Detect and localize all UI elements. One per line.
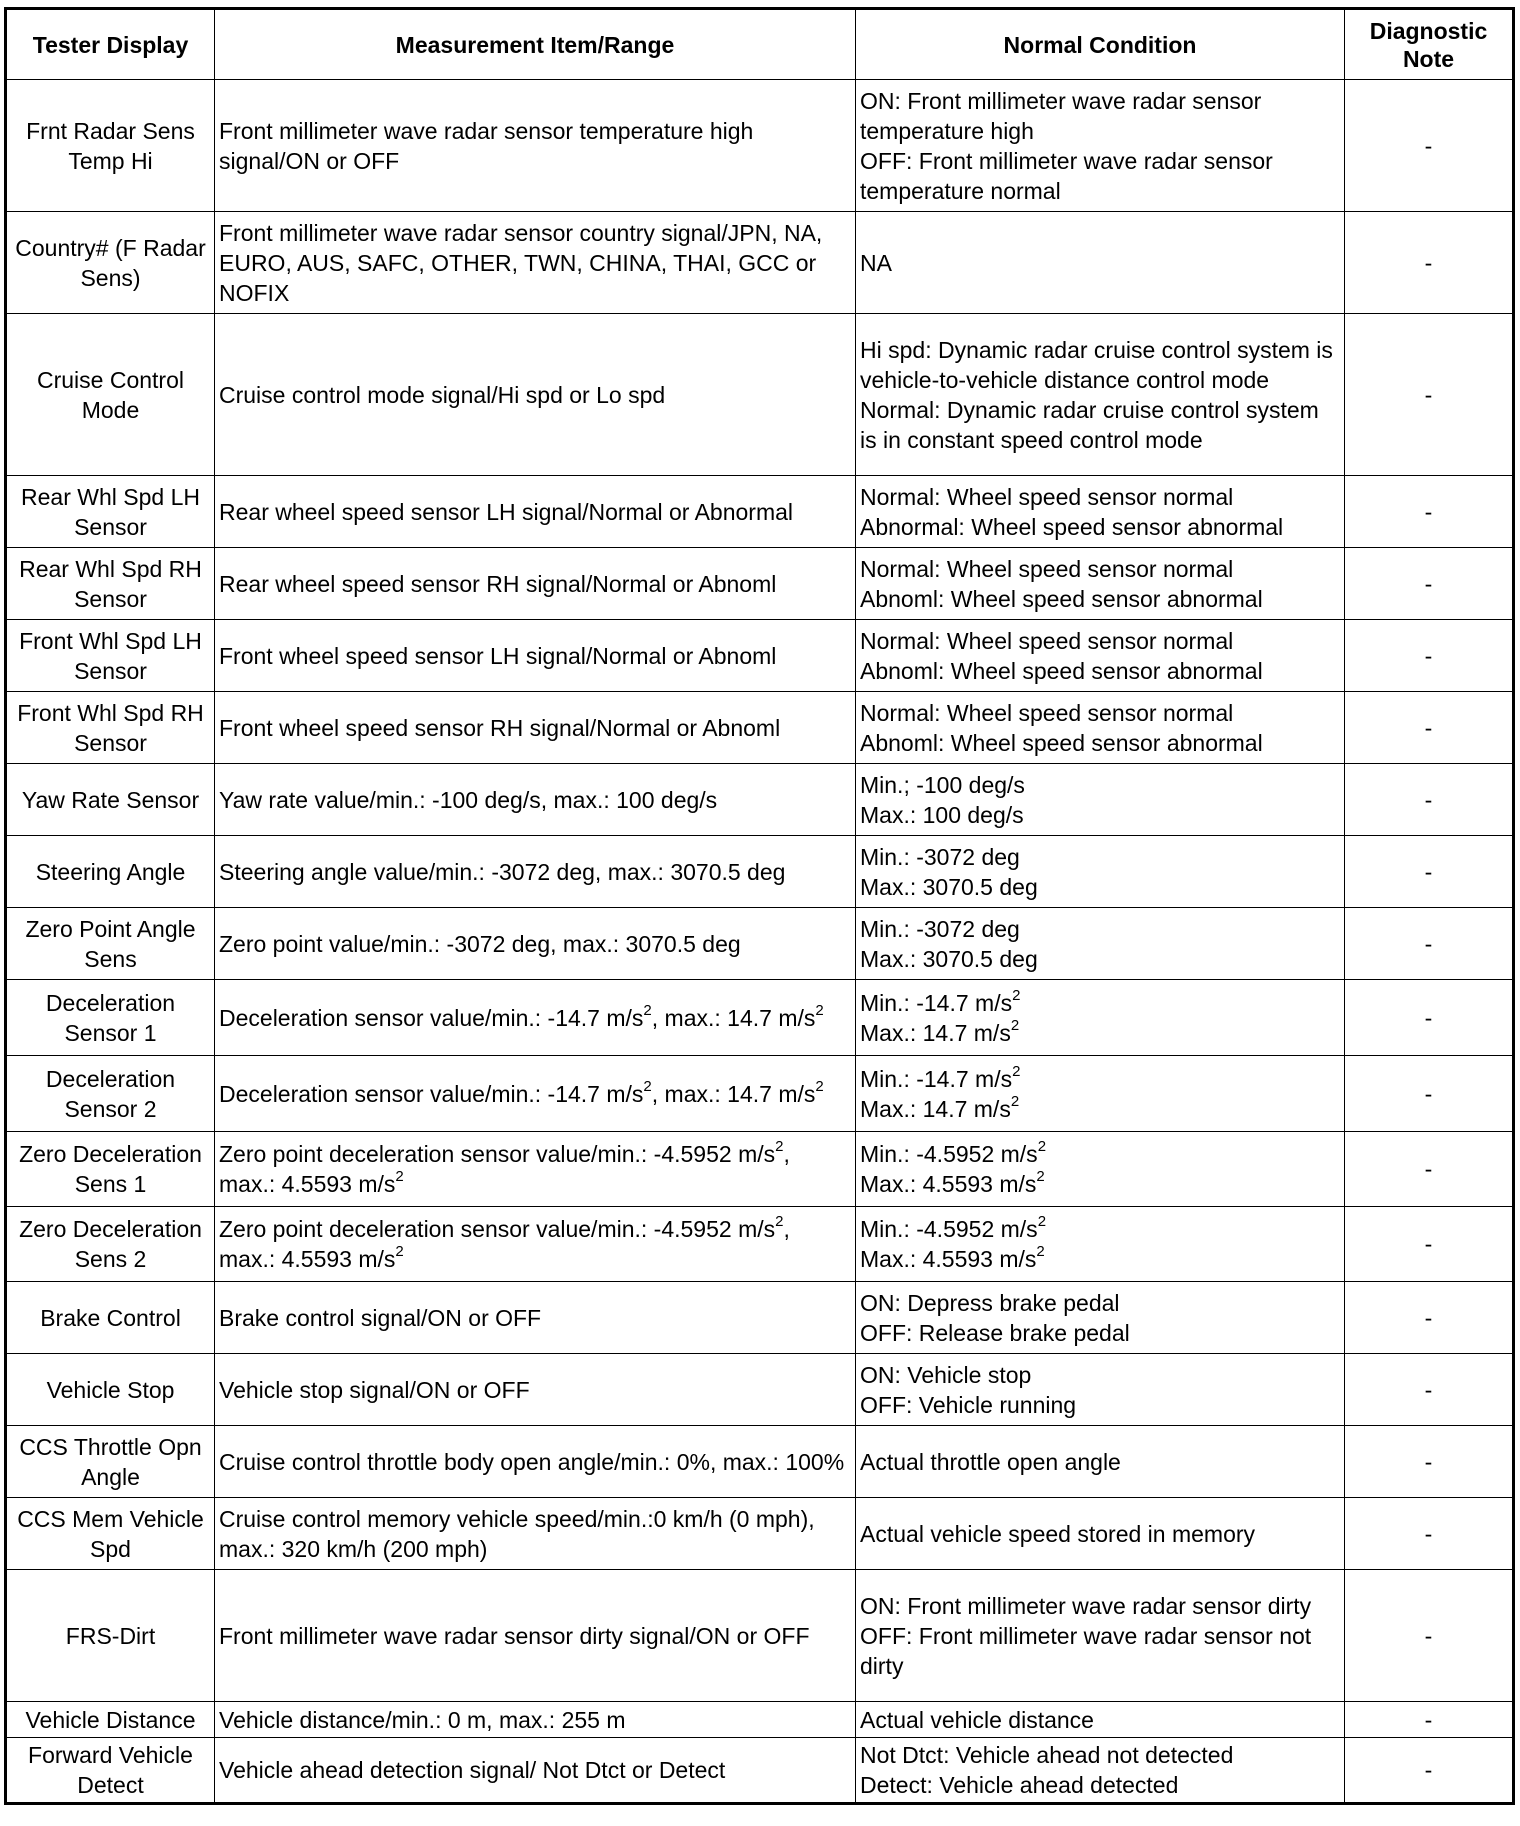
normal-condition-line: Max.: 14.7 $m/s^2$ xyxy=(860,1092,1020,1122)
tester-display-table xyxy=(4,7,1515,1805)
cell-measurement-item: Zero point value/min.: -3072 deg, max.: 3070.5 deg xyxy=(215,908,856,980)
table-row xyxy=(6,980,1514,1056)
normal-condition-line: Actual vehicle distance xyxy=(860,1706,1094,1733)
normal-condition-line: Actual throttle open angle xyxy=(860,1448,1121,1475)
table-row xyxy=(6,1570,1514,1702)
cell-tester-display: Rear Whl Spd RH Sensor xyxy=(6,548,215,620)
cell-normal-condition xyxy=(856,1354,1345,1426)
normal-condition-line: Abnormal: Wheel speed sensor abnormal xyxy=(860,513,1284,540)
cell-diagnostic-note: - xyxy=(1345,548,1514,620)
normal-condition-line: Actual vehicle speed stored in memory xyxy=(860,1520,1256,1547)
normal-condition-line: Normal: Wheel speed sensor normal xyxy=(860,555,1234,582)
cell-tester-display: Cruise Control Mode xyxy=(6,314,215,476)
table-row xyxy=(6,1498,1514,1570)
table-row xyxy=(6,764,1514,836)
normal-condition-line: Normal: Wheel speed sensor normal xyxy=(860,699,1234,726)
cell-tester-display: Steering Angle xyxy=(6,836,215,908)
cell-diagnostic-note: - xyxy=(1345,1738,1514,1804)
table-row xyxy=(6,1354,1514,1426)
cell-measurement-item: Steering angle value/min.: -3072 deg, max.: 3070.5 deg xyxy=(215,836,856,908)
cell-tester-display: Deceleration Sensor 1 xyxy=(6,980,215,1056)
cell-normal-condition xyxy=(856,314,1345,476)
cell-normal-condition xyxy=(856,1498,1345,1570)
cell-diagnostic-note: - xyxy=(1345,620,1514,692)
cell-normal-condition xyxy=(856,1426,1345,1498)
table-row xyxy=(6,80,1514,212)
normal-condition-line: Min.: -4.5952 $m/s^2$ xyxy=(860,1213,1047,1242)
normal-condition-line: Min.: -4.5952 $m/s^2$ xyxy=(860,1138,1047,1167)
normal-condition-line: NA xyxy=(860,249,892,276)
table-row xyxy=(6,314,1514,476)
cell-normal-condition xyxy=(856,1282,1345,1354)
cell-diagnostic-note: - xyxy=(1345,1132,1514,1207)
cell-diagnostic-note: - xyxy=(1345,1056,1514,1132)
cell-diagnostic-note: - xyxy=(1345,692,1514,764)
cell-diagnostic-note: - xyxy=(1345,80,1514,212)
cell-tester-display: Front Whl Spd LH Sensor xyxy=(6,620,215,692)
cell-measurement-item: Cruise control throttle body open angle/min.: 0%, max.: 100% xyxy=(215,1426,856,1498)
cell-normal-condition xyxy=(856,212,1345,314)
normal-condition-line: ON: Front millimeter wave radar sensor dirty xyxy=(860,1592,1312,1619)
normal-condition-line: ON: Vehicle stop xyxy=(860,1361,1032,1388)
cell-measurement-item: Deceleration sensor value/min.: -14.7 $m/s^2$, max.: 14.7 $m/s^2$ xyxy=(215,980,856,1056)
cell-diagnostic-note: - xyxy=(1345,764,1514,836)
cell-measurement-item: Cruise control memory vehicle speed/min.:0 km/h (0 mph), max.: 320 km/h (200 mph) xyxy=(215,1498,856,1570)
header-diagnostic-note: Diagnostic Note xyxy=(1345,9,1514,80)
cell-measurement-item: Front wheel speed sensor RH signal/Normal or Abnoml xyxy=(215,692,856,764)
cell-measurement-item: Cruise control mode signal/Hi spd or Lo spd xyxy=(215,314,856,476)
cell-measurement-item: Vehicle stop signal/ON or OFF xyxy=(215,1354,856,1426)
normal-condition-line: Min.: -3072 deg xyxy=(860,915,1020,942)
table-row xyxy=(6,1056,1514,1132)
normal-condition-line: Abnoml: Wheel speed sensor abnormal xyxy=(860,585,1263,612)
normal-condition-line: ON: Depress brake pedal xyxy=(860,1289,1120,1316)
cell-diagnostic-note: - xyxy=(1345,1498,1514,1570)
cell-measurement-item: Front millimeter wave radar sensor dirty signal/ON or OFF xyxy=(215,1570,856,1702)
normal-condition-line: Max.: 4.5593 $m/s^2$ xyxy=(860,1243,1045,1272)
cell-diagnostic-note: - xyxy=(1345,1207,1514,1282)
cell-diagnostic-note: - xyxy=(1345,476,1514,548)
cell-tester-display: Vehicle Distance xyxy=(6,1702,215,1738)
cell-diagnostic-note: - xyxy=(1345,212,1514,314)
cell-measurement-item: Vehicle distance/min.: 0 m, max.: 255 m xyxy=(215,1702,856,1738)
table-row xyxy=(6,620,1514,692)
cell-tester-display: CCS Mem Vehicle Spd xyxy=(6,1498,215,1570)
cell-normal-condition xyxy=(856,476,1345,548)
table-row xyxy=(6,908,1514,980)
cell-diagnostic-note: - xyxy=(1345,1426,1514,1498)
cell-measurement-item: Rear wheel speed sensor RH signal/Normal or Abnoml xyxy=(215,548,856,620)
cell-diagnostic-note: - xyxy=(1345,1702,1514,1738)
cell-normal-condition xyxy=(856,1132,1345,1207)
table-row xyxy=(6,692,1514,764)
cell-normal-condition xyxy=(856,1207,1345,1282)
cell-tester-display: CCS Throttle Opn Angle xyxy=(6,1426,215,1498)
cell-tester-display: Forward Vehicle Detect xyxy=(6,1738,215,1804)
cell-measurement-item: Front wheel speed sensor LH signal/Normal or Abnoml xyxy=(215,620,856,692)
cell-normal-condition xyxy=(856,548,1345,620)
normal-condition-line: OFF: Front millimeter wave radar sensor not dirty xyxy=(860,1622,1318,1679)
normal-condition-line: Min.; -100 deg/s xyxy=(860,771,1025,798)
table-row xyxy=(6,1207,1514,1282)
header-tester-display: Tester Display xyxy=(6,9,215,80)
cell-normal-condition xyxy=(856,1056,1345,1132)
cell-normal-condition xyxy=(856,764,1345,836)
cell-diagnostic-note: - xyxy=(1345,1282,1514,1354)
cell-normal-condition xyxy=(856,1702,1345,1738)
normal-condition-line: Normal: Wheel speed sensor normal xyxy=(860,483,1234,510)
cell-normal-condition xyxy=(856,620,1345,692)
normal-condition-line: Abnoml: Wheel speed sensor abnormal xyxy=(860,729,1263,756)
table-row xyxy=(6,1282,1514,1354)
cell-measurement-item: Vehicle ahead detection signal/ Not Dtct or Detect xyxy=(215,1738,856,1804)
cell-tester-display: Country# (F Radar Sens) xyxy=(6,212,215,314)
cell-measurement-item: Rear wheel speed sensor LH signal/Normal or Abnormal xyxy=(215,476,856,548)
cell-tester-display: Frnt Radar Sens Temp Hi xyxy=(6,80,215,212)
normal-condition-line: Max.: 3070.5 deg xyxy=(860,873,1038,900)
normal-condition-line: Hi spd: Dynamic radar cruise control system is vehicle-to-vehicle distance control mode xyxy=(860,336,1340,393)
cell-tester-display: Zero Deceleration Sens 1 xyxy=(6,1132,215,1207)
cell-normal-condition xyxy=(856,1738,1345,1804)
cell-diagnostic-note: - xyxy=(1345,836,1514,908)
cell-normal-condition xyxy=(856,908,1345,980)
cell-normal-condition xyxy=(856,836,1345,908)
cell-tester-display: Yaw Rate Sensor xyxy=(6,764,215,836)
cell-tester-display: Zero Deceleration Sens 2 xyxy=(6,1207,215,1282)
cell-measurement-item: Yaw rate value/min.: -100 deg/s, max.: 100 deg/s xyxy=(215,764,856,836)
cell-diagnostic-note: - xyxy=(1345,908,1514,980)
normal-condition-line: Max.: 100 deg/s xyxy=(860,801,1024,828)
cell-tester-display: Front Whl Spd RH Sensor xyxy=(6,692,215,764)
table-row xyxy=(6,836,1514,908)
normal-condition-line: Normal: Wheel speed sensor normal xyxy=(860,627,1234,654)
cell-diagnostic-note: - xyxy=(1345,980,1514,1056)
cell-tester-display: FRS-Dirt xyxy=(6,1570,215,1702)
table-row xyxy=(6,1426,1514,1498)
table-header-row xyxy=(6,9,1514,80)
cell-measurement-item: Deceleration sensor value/min.: -14.7 $m/s^2$, max.: 14.7 $m/s^2$ xyxy=(215,1056,856,1132)
normal-condition-line: Abnoml: Wheel speed sensor abnormal xyxy=(860,657,1263,684)
header-normal-condition: Normal Condition xyxy=(856,9,1345,80)
normal-condition-line: OFF: Front millimeter wave radar sensor temperature normal xyxy=(860,147,1280,204)
normal-condition-line: OFF: Vehicle running xyxy=(860,1391,1077,1418)
normal-condition-line: Not Dtct: Vehicle ahead not detected xyxy=(860,1742,1234,1768)
table-row xyxy=(6,1702,1514,1738)
normal-condition-line: OFF: Release brake pedal xyxy=(860,1319,1130,1346)
cell-tester-display: Deceleration Sensor 2 xyxy=(6,1056,215,1132)
normal-condition-line: Min.: -14.7 $m/s^2$ xyxy=(860,986,1021,1016)
header-measurement-item: Measurement Item/Range xyxy=(215,9,856,80)
normal-condition-line: Detect: Vehicle ahead detected xyxy=(860,1772,1179,1798)
cell-tester-display: Brake Control xyxy=(6,1282,215,1354)
cell-measurement-item: Front millimeter wave radar sensor temperature high signal/ON or OFF xyxy=(215,80,856,212)
cell-tester-display: Zero Point Angle Sens xyxy=(6,908,215,980)
table-row xyxy=(6,548,1514,620)
normal-condition-line: Min.: -3072 deg xyxy=(860,843,1020,870)
cell-tester-display: Rear Whl Spd LH Sensor xyxy=(6,476,215,548)
cell-measurement-item: Front millimeter wave radar sensor country signal/JPN, NA, EURO, AUS, SAFC, OTHER, TWN, CHINA, THAI, GCC or NOFIX xyxy=(215,212,856,314)
cell-diagnostic-note: - xyxy=(1345,1570,1514,1702)
normal-condition-line: Normal: Dynamic radar cruise control system is in constant speed control mode xyxy=(860,396,1326,453)
normal-condition-line: Min.: -14.7 $m/s^2$ xyxy=(860,1062,1021,1092)
cell-normal-condition xyxy=(856,692,1345,764)
cell-measurement-item: Zero point deceleration sensor value/min.: -4.5952 $m/s^2$, max.: 4.5593 $m/s^2$ xyxy=(215,1132,856,1207)
document-page xyxy=(4,7,1512,1805)
normal-condition-line: Max.: 14.7 $m/s^2$ xyxy=(860,1016,1020,1046)
cell-normal-condition xyxy=(856,1570,1345,1702)
table-row xyxy=(6,1738,1514,1804)
cell-measurement-item: Brake control signal/ON or OFF xyxy=(215,1282,856,1354)
table-row xyxy=(6,212,1514,314)
cell-tester-display: Vehicle Stop xyxy=(6,1354,215,1426)
cell-normal-condition xyxy=(856,980,1345,1056)
cell-measurement-item: Zero point deceleration sensor value/min.: -4.5952 $m/s^2$, max.: 4.5593 $m/s^2$ xyxy=(215,1207,856,1282)
normal-condition-line: ON: Front millimeter wave radar sensor temperature high xyxy=(860,87,1268,144)
normal-condition-line: Max.: 4.5593 $m/s^2$ xyxy=(860,1168,1045,1197)
normal-condition-line: Max.: 3070.5 deg xyxy=(860,945,1038,972)
table-row xyxy=(6,476,1514,548)
cell-diagnostic-note: - xyxy=(1345,314,1514,476)
cell-diagnostic-note: - xyxy=(1345,1354,1514,1426)
table-body xyxy=(6,80,1514,1804)
table-row xyxy=(6,1132,1514,1207)
cell-normal-condition xyxy=(856,80,1345,212)
